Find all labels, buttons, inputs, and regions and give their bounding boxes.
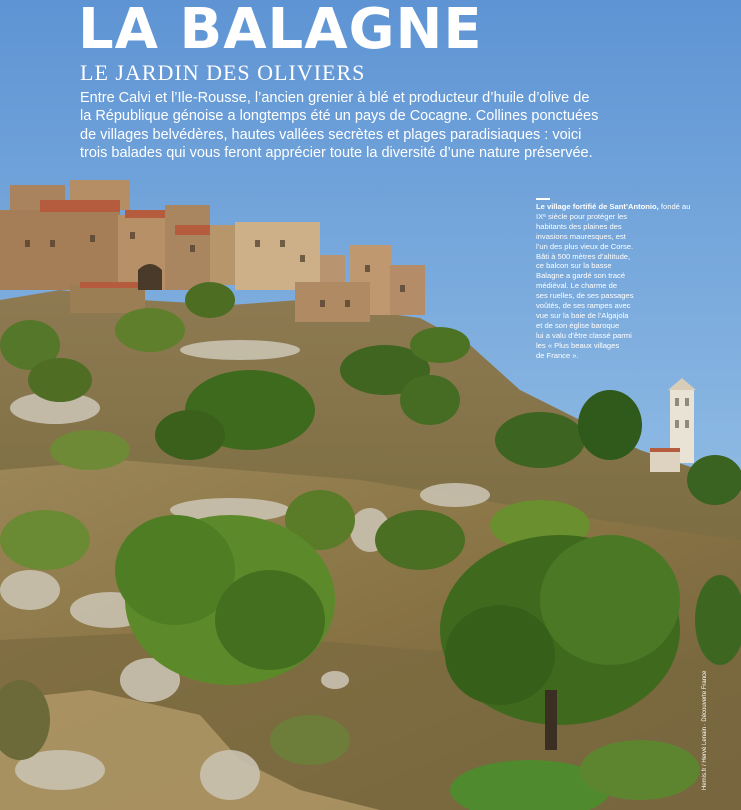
intro-line: Entre Calvi et l’Ile-Rousse, l’ancien grenier à blé et producteur d’huile d’olive de <box>80 90 590 106</box>
caption-line: de France ». <box>536 350 579 360</box>
photo-caption <box>536 198 691 361</box>
caption-line: Bâti à 500 mètres d’altitude, <box>536 251 631 261</box>
caption-line: invasions mauresques, est <box>536 231 626 241</box>
photo-credit: Hemis.fr / Hervé Lenain · Découverte France <box>702 670 708 790</box>
caption-line: vue sur la baie de l’Algajola <box>536 310 629 320</box>
caption-rule <box>536 198 550 200</box>
intro-paragraph <box>80 89 660 163</box>
caption-line: médiéval. Le charme de <box>536 281 618 291</box>
caption-line: l’un des plus vieux de Corse. <box>536 241 634 251</box>
caption-line: les « Plus beaux villages <box>536 340 620 350</box>
caption-line: Balagne a gardé son tracé <box>536 271 626 281</box>
page-subtitle: LE JARDIN DES OLIVIERS <box>80 60 366 85</box>
caption-lead: Le village fortifié de Sant’Antonio, <box>536 202 659 211</box>
caption-line: habitants des plaines des <box>536 221 622 231</box>
intro-line: de villages belvédères, hautes vallées secrètes et plages paradisiaques : voici <box>80 126 582 143</box>
caption-line: lui a valu d’être classé parmi <box>536 330 632 340</box>
intro-line: la République génoise a longtemps été un pays de Cocagne. Collines ponctuées <box>80 108 599 125</box>
caption-line: IXᵉ siècle pour protéger les <box>536 211 628 221</box>
caption-line: ce balcon sur la basse <box>536 261 612 271</box>
caption-line: fondé au <box>660 202 691 211</box>
caption-line: et de son église baroque <box>536 320 620 330</box>
page-title: LA BALAGNE <box>78 0 483 62</box>
caption-line: voûtés, de ses rampes avec <box>536 301 631 311</box>
intro-line: trois balades qui vous feront apprécier toute la diversité d’une nature préservée. <box>80 145 593 162</box>
caption-line: ses ruelles, de ses passages <box>536 291 634 301</box>
